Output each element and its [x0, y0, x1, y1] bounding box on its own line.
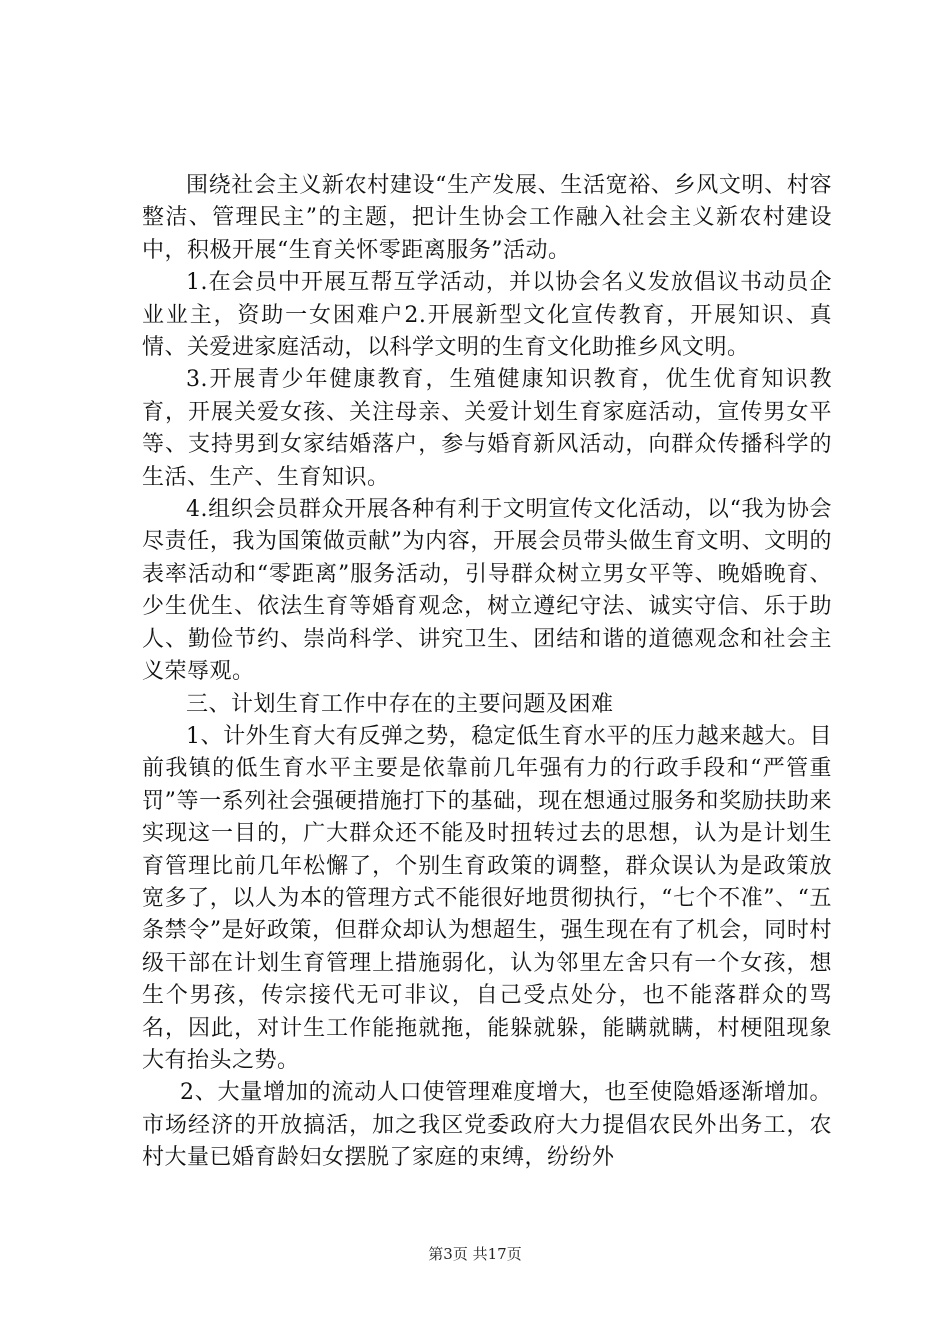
section-heading: 三、计划生育工作中存在的主要问题及困难 [186, 691, 614, 717]
paragraph-item-4: 4.组织会员群众开展各种有利于文明宣传文化活动，以“我为协会尽责任，我为国策做贡献”为内容，开展会员带头做生育文明、文明的表率活动和“零距离”服务活动，引导群众树立男女平等、晚婚晚育、少生优生、依法生育等婚育观念，树立遵纪守法、诚实守信、乐于助人、勤俭节约、崇尚科学、讲究卫生、团结和谐的道德观念和社会主义荣辱观。 [142, 497, 832, 685]
paragraph-problem-1: 1、计外生育大有反弹之势，稳定低生育水平的压力越来越大。目前我镇的低生育水平主要是依靠前几年强有力的行政手段和“严管重罚”等一系列社会强硬措施打下的基础，现在想通过服务和奖励扶助来实现这一目的，广大群众还不能及时扭转过去的思想，认为是计划生育管理比前几年松懈了，个别生育政策的调整，群众误认为是政策放宽多了，以人为本的管理方式不能很好地贯彻执行，“七个不准”、“五条禁令”是好政策，但群众却认为想超生，强生现在有了机会，同时村级干部在计划生育管理上措施弱化，认为邻里左舍只有一个女孩，想生个男孩，传宗接代无可非议，自己受点处分，也不能落群众的骂名，因此，对计生工作能拖就拖，能躲就躲，能瞒就瞒，村梗阻现象大有抬头之势。 [142, 723, 832, 1073]
paragraph-problem-2: 2、大量增加的流动人口使管理难度增大，也至使隐婚逐渐增加。市场经济的开放搞活，加之我区党委政府大力提倡农民外出务工，农村大量已婚育龄妇女摆脱了家庭的束缚，纷纷外 [142, 1080, 832, 1171]
page-number-footer: 第3页 共17页 [428, 1245, 522, 1263]
paragraph-intro: 围绕社会主义新农村建设“生产发展、生活宽裕、乡风文明、村容整洁、管理民主”的主题，把计生协会工作融入社会主义新农村建设中，积极开展“生育关怀零距离服务”活动。 [142, 173, 832, 263]
paragraph-item-3: 3.开展青少年健康教育，生殖健康知识教育，优生优育知识教育，开展关爱女孩、关注母亲、关爱计划生育家庭活动，宣传男女平等、支持男到女家结婚落户，参与婚育新风活动，向群众传播科学的生活、生产、生育知识。 [142, 367, 832, 490]
paragraph-item-1: 1.在会员中开展互帮互学活动，并以协会名义发放倡议书动员企业业主，资助一女困难户2.开展新型文化宣传教育，开展知识、真情、关爱进家庭活动，以科学文明的生育文化助推乡风文明。 [142, 270, 832, 361]
document-body [142, 170, 832, 1175]
